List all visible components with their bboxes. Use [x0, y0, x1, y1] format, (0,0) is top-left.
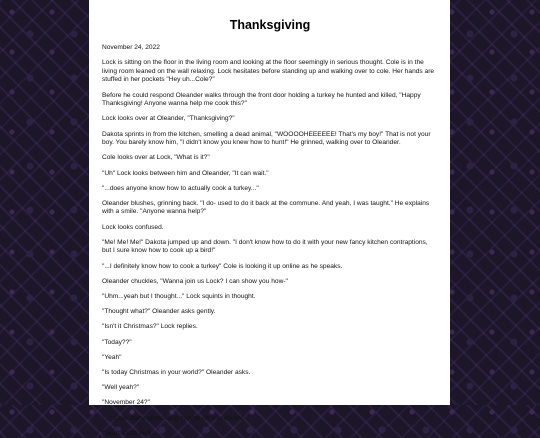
story-paragraph: "...does anyone know how to actually cook a turkey..."	[102, 184, 259, 192]
story-body	[102, 44, 438, 438]
story-paragraph: Lock looks over at Oleander, "Thanksgiving?"	[102, 115, 235, 123]
story-page	[89, 0, 450, 437]
story-paragraph: Dakota sprints in from the kitchen, smelling a dead animal, "WOOOOHEEEEEE! That's my boy!" That is not your boy. You barely know him, "I didn't know you knew how to hunt!" He grinned, walking over to Oleander.	[102, 130, 431, 147]
page-title: Thanksgiving	[229, 18, 311, 32]
story-paragraph: Oleander blushes, grinning back. "I do- used to do it back at the commune. And yeah, I was taught." He explains with a smile. "Anyone wanna help?"	[102, 199, 430, 216]
story-paragraph: "Today??"	[102, 338, 132, 346]
story-paragraph: "Yeah"	[102, 353, 122, 361]
post-date: November 24, 2022	[102, 44, 160, 51]
story-paragraph: "Uh" Lock looks between him and Oleander, "It can wait."	[102, 169, 269, 177]
story-paragraph: Before he could respond Oleander walks through the front door holding a turkey he hunted and killed, "Happy Thanksgiving! Anyone wanna help me cook this?"	[102, 91, 421, 108]
story-paragraph: Lock is sitting on the floor in the living room and looking at the floor seemingly in serious thought. Cole is in the living room leaned on the wall relaxing. Lock hesitates before standing up and walking over to cole. Her hands are stuffed in her pockets "Hey uh...Cole?"	[102, 59, 435, 84]
story-paragraph: "Thought what?" Oleander asks gently.	[102, 308, 216, 316]
story-paragraph: "Yeah" Lock nods.	[102, 429, 156, 437]
story-paragraph: "..." Cole starts pretending to type on a keyboard	[102, 414, 244, 422]
story-paragraph: "November 24?"	[102, 399, 150, 407]
story-paragraph: "Is today Christmas in your world?" Oleander asks.	[102, 368, 251, 376]
story-content	[89, 0, 450, 438]
story-paragraph: "...I definitely know how to cook a turkey" Cole is looking it up online as he speaks.	[102, 262, 343, 270]
story-paragraph: Cole looks over at Lock, "What is it?"	[102, 154, 210, 162]
story-paragraph: Oleander chuckles, "Wanna join us Lock? I can show you how-"	[102, 277, 288, 285]
story-paragraph: "Isn't it Christmas?" Lock replies.	[102, 323, 198, 331]
story-paragraph: "Me! Me! Me!" Dakota jumped up and down. "I don't know how to do it with your new fancy kitchen contraptions, but I sure know how to cook up a bird!"	[102, 238, 428, 255]
story-paragraph: "Uhm...yeah but I thought..." Lock squints in thought.	[102, 293, 256, 300]
story-paragraph: Lock looks confused.	[102, 223, 164, 231]
story-paragraph: "Well yeah?"	[102, 384, 140, 392]
